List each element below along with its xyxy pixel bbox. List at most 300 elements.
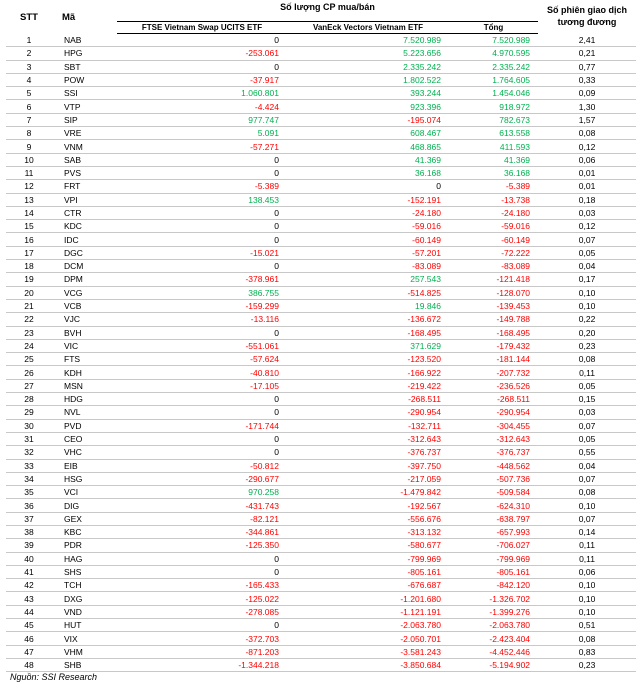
row-stt: 24 xyxy=(6,339,62,352)
row-ticker: POW xyxy=(62,73,117,86)
row-vaneck-qty: -376.737 xyxy=(287,446,449,459)
row-ftse-qty: -125.022 xyxy=(117,592,287,605)
row-ticker: TCH xyxy=(62,579,117,592)
table-row xyxy=(6,206,636,219)
row-total-qty: 1.764.605 xyxy=(449,73,538,86)
header-ma: Mã xyxy=(62,12,76,24)
row-vaneck-qty: -514.825 xyxy=(287,286,449,299)
row-stt: 31 xyxy=(6,432,62,445)
row-sessions: 0,04 xyxy=(538,260,636,273)
row-total-qty: 7.520.989 xyxy=(449,34,538,47)
row-stt: 17 xyxy=(6,246,62,259)
row-stt: 14 xyxy=(6,206,62,219)
table-row xyxy=(6,326,636,339)
row-stt: 48 xyxy=(6,658,62,671)
row-sessions: 0,10 xyxy=(538,605,636,618)
row-sessions: 0,07 xyxy=(538,233,636,246)
row-vaneck-qty: 36.168 xyxy=(287,166,449,179)
row-total-qty: -268.511 xyxy=(449,393,538,406)
row-vaneck-qty: -290.954 xyxy=(287,406,449,419)
row-stt: 35 xyxy=(6,486,62,499)
row-stt: 27 xyxy=(6,379,62,392)
row-stt: 12 xyxy=(6,180,62,193)
row-ticker: PVS xyxy=(62,166,117,179)
row-stt: 10 xyxy=(6,153,62,166)
row-ticker: BVH xyxy=(62,326,117,339)
row-stt: 15 xyxy=(6,220,62,233)
row-total-qty: 1.454.046 xyxy=(449,87,538,100)
row-ftse-qty: -37.917 xyxy=(117,73,287,86)
row-ftse-qty: 0 xyxy=(117,565,287,578)
row-ticker: EIB xyxy=(62,459,117,472)
row-ftse-qty: -378.961 xyxy=(117,273,287,286)
row-sessions: 0,05 xyxy=(538,246,636,259)
row-stt: 8 xyxy=(6,127,62,140)
row-sessions: 0,83 xyxy=(538,645,636,658)
row-ftse-qty: 977.747 xyxy=(117,113,287,126)
row-total-qty: -128.070 xyxy=(449,286,538,299)
row-sessions: 0,08 xyxy=(538,353,636,366)
table-row xyxy=(6,153,636,166)
table-row xyxy=(6,34,636,47)
row-sessions: 0,18 xyxy=(538,193,636,206)
row-ftse-qty: -253.061 xyxy=(117,47,287,60)
table-row xyxy=(6,459,636,472)
row-ftse-qty: 138.453 xyxy=(117,193,287,206)
row-ftse-qty: -17.105 xyxy=(117,379,287,392)
row-vaneck-qty: 2.335.242 xyxy=(287,60,449,73)
row-vaneck-qty: -1.201.680 xyxy=(287,592,449,605)
row-vaneck-qty: -676.687 xyxy=(287,579,449,592)
row-sessions: 0,06 xyxy=(538,565,636,578)
table-row xyxy=(6,499,636,512)
row-ftse-qty: -40.810 xyxy=(117,366,287,379)
table-row xyxy=(6,645,636,658)
row-ticker: SSI xyxy=(62,87,117,100)
row-ticker: HAG xyxy=(62,552,117,565)
row-ticker: CEO xyxy=(62,432,117,445)
row-ticker: IDC xyxy=(62,233,117,246)
row-stt: 36 xyxy=(6,499,62,512)
row-ftse-qty: 0 xyxy=(117,393,287,406)
row-total-qty: -236.526 xyxy=(449,379,538,392)
row-ticker: FRT xyxy=(62,180,117,193)
row-stt: 2 xyxy=(6,47,62,60)
row-total-qty: -638.797 xyxy=(449,512,538,525)
row-stt: 39 xyxy=(6,539,62,552)
row-ticker: KDC xyxy=(62,220,117,233)
row-ticker: CTR xyxy=(62,206,117,219)
row-vaneck-qty: -192.567 xyxy=(287,499,449,512)
row-ftse-qty: 0 xyxy=(117,34,287,47)
row-total-qty: -304.455 xyxy=(449,419,538,432)
row-total-qty: -13.738 xyxy=(449,193,538,206)
row-vaneck-qty: 1.802.522 xyxy=(287,73,449,86)
row-vaneck-qty: -580.677 xyxy=(287,539,449,552)
row-sessions: 2,41 xyxy=(538,34,636,47)
row-stt: 23 xyxy=(6,326,62,339)
row-vaneck-qty: 393.244 xyxy=(287,87,449,100)
row-ticker: VRE xyxy=(62,127,117,140)
row-total-qty: 2.335.242 xyxy=(449,60,538,73)
table-row xyxy=(6,486,636,499)
row-total-qty: -290.954 xyxy=(449,406,538,419)
table-row xyxy=(6,273,636,286)
table-row xyxy=(6,512,636,525)
row-ticker: SIP xyxy=(62,113,117,126)
row-stt: 41 xyxy=(6,565,62,578)
row-total-qty: -72.222 xyxy=(449,246,538,259)
row-sessions: 0,11 xyxy=(538,366,636,379)
row-ticker: KBC xyxy=(62,525,117,538)
row-ftse-qty: 0 xyxy=(117,166,287,179)
row-vaneck-qty: 0 xyxy=(287,180,449,193)
row-ftse-qty: -290.677 xyxy=(117,472,287,485)
row-total-qty: -24.180 xyxy=(449,206,538,219)
row-stt: 3 xyxy=(6,60,62,73)
row-ticker: VTP xyxy=(62,100,117,113)
etf-trade-table xyxy=(6,0,636,672)
row-total-qty: 918.972 xyxy=(449,100,538,113)
row-total-qty: -59.016 xyxy=(449,220,538,233)
row-vaneck-qty: 468.865 xyxy=(287,140,449,153)
table-row xyxy=(6,100,636,113)
row-ftse-qty: -278.085 xyxy=(117,605,287,618)
row-stt: 32 xyxy=(6,446,62,459)
row-sessions: 0,10 xyxy=(538,299,636,312)
row-ticker: PVD xyxy=(62,419,117,432)
table-row xyxy=(6,632,636,645)
row-total-qty: -448.562 xyxy=(449,459,538,472)
row-total-qty: 782.673 xyxy=(449,113,538,126)
row-vaneck-qty: 257.543 xyxy=(287,273,449,286)
row-vaneck-qty: -799.969 xyxy=(287,552,449,565)
row-ticker: SAB xyxy=(62,153,117,166)
table-row xyxy=(6,379,636,392)
row-vaneck-qty: -60.149 xyxy=(287,233,449,246)
row-total-qty: -83.089 xyxy=(449,260,538,273)
row-ftse-qty: 0 xyxy=(117,552,287,565)
row-sessions: 0,08 xyxy=(538,632,636,645)
row-ticker: DCM xyxy=(62,260,117,273)
table-row xyxy=(6,286,636,299)
row-vaneck-qty: -1.479.842 xyxy=(287,486,449,499)
row-stt: 5 xyxy=(6,87,62,100)
row-ftse-qty: 0 xyxy=(117,153,287,166)
row-sessions: 0,12 xyxy=(538,220,636,233)
table-row xyxy=(6,432,636,445)
row-stt: 20 xyxy=(6,286,62,299)
row-vaneck-qty: -2.063.780 xyxy=(287,619,449,632)
row-total-qty: -149.788 xyxy=(449,313,538,326)
row-total-qty: -312.643 xyxy=(449,432,538,445)
table-row xyxy=(6,446,636,459)
table-row xyxy=(6,619,636,632)
row-stt: 19 xyxy=(6,273,62,286)
table-row xyxy=(6,552,636,565)
row-sessions: 0,05 xyxy=(538,379,636,392)
row-ftse-qty: 0 xyxy=(117,233,287,246)
table-row xyxy=(6,313,636,326)
row-vaneck-qty: 7.520.989 xyxy=(287,34,449,47)
table-row xyxy=(6,658,636,671)
row-ticker: VNM xyxy=(62,140,117,153)
table-row xyxy=(6,166,636,179)
row-vaneck-qty: 923.396 xyxy=(287,100,449,113)
row-sessions: 0,09 xyxy=(538,87,636,100)
row-total-qty: -805.161 xyxy=(449,565,538,578)
row-ftse-qty: 0 xyxy=(117,326,287,339)
row-stt: 6 xyxy=(6,100,62,113)
row-stt: 46 xyxy=(6,632,62,645)
row-stt: 18 xyxy=(6,260,62,273)
table-row xyxy=(6,233,636,246)
row-total-qty: -657.993 xyxy=(449,525,538,538)
table-row xyxy=(6,220,636,233)
row-sessions: 1,57 xyxy=(538,113,636,126)
row-sessions: 0,23 xyxy=(538,658,636,671)
row-vaneck-qty: -313.132 xyxy=(287,525,449,538)
row-ticker: VIC xyxy=(62,339,117,352)
row-ticker: VPI xyxy=(62,193,117,206)
table-row xyxy=(6,605,636,618)
row-vaneck-qty: -217.059 xyxy=(287,472,449,485)
row-ticker: HSG xyxy=(62,472,117,485)
row-total-qty: 613.558 xyxy=(449,127,538,140)
table-row xyxy=(6,47,636,60)
table-row xyxy=(6,565,636,578)
row-sessions: 0,10 xyxy=(538,592,636,605)
row-ftse-qty: 0 xyxy=(117,619,287,632)
row-stt: 42 xyxy=(6,579,62,592)
table-row xyxy=(6,539,636,552)
row-vaneck-qty: -57.201 xyxy=(287,246,449,259)
row-stt: 16 xyxy=(6,233,62,246)
row-total-qty: -799.969 xyxy=(449,552,538,565)
row-sessions: 0,04 xyxy=(538,459,636,472)
row-vaneck-qty: -83.089 xyxy=(287,260,449,273)
row-ticker: SHS xyxy=(62,565,117,578)
row-stt: 26 xyxy=(6,366,62,379)
row-ftse-qty: 5.091 xyxy=(117,127,287,140)
row-ticker: VIX xyxy=(62,632,117,645)
row-vaneck-qty: -3.581.243 xyxy=(287,645,449,658)
row-vaneck-qty: 5.223.656 xyxy=(287,47,449,60)
table-row xyxy=(6,339,636,352)
row-ftse-qty: 0 xyxy=(117,260,287,273)
row-vaneck-qty: -397.750 xyxy=(287,459,449,472)
row-sessions: 0,11 xyxy=(538,539,636,552)
row-sessions: 0,55 xyxy=(538,446,636,459)
row-vaneck-qty: 41.369 xyxy=(287,153,449,166)
row-total-qty: -60.149 xyxy=(449,233,538,246)
row-stt: 40 xyxy=(6,552,62,565)
row-stt: 7 xyxy=(6,113,62,126)
row-sessions: 0,08 xyxy=(538,127,636,140)
row-ftse-qty: 0 xyxy=(117,60,287,73)
row-ticker: KDH xyxy=(62,366,117,379)
row-stt: 37 xyxy=(6,512,62,525)
header-tong: Tổng xyxy=(449,22,538,34)
row-ftse-qty: -4.424 xyxy=(117,100,287,113)
row-ftse-qty: 0 xyxy=(117,432,287,445)
row-ftse-qty: 970.258 xyxy=(117,486,287,499)
row-stt: 1 xyxy=(6,34,62,47)
row-total-qty: -181.144 xyxy=(449,353,538,366)
table-row xyxy=(6,393,636,406)
row-ftse-qty: 0 xyxy=(117,446,287,459)
row-sessions: 0,08 xyxy=(538,486,636,499)
row-ftse-qty: -165.433 xyxy=(117,579,287,592)
row-ftse-qty: -551.061 xyxy=(117,339,287,352)
row-ticker: DGC xyxy=(62,246,117,259)
row-sessions: 0,20 xyxy=(538,326,636,339)
row-ftse-qty: -1.344.218 xyxy=(117,658,287,671)
row-sessions: 0,12 xyxy=(538,140,636,153)
row-ticker: HUT xyxy=(62,619,117,632)
row-ticker: MSN xyxy=(62,379,117,392)
row-vaneck-qty: -59.016 xyxy=(287,220,449,233)
row-sessions: 0,07 xyxy=(538,472,636,485)
table-row xyxy=(6,246,636,259)
row-stt: 33 xyxy=(6,459,62,472)
row-ticker: VHM xyxy=(62,645,117,658)
row-sessions: 1,30 xyxy=(538,100,636,113)
row-ticker: VHC xyxy=(62,446,117,459)
row-total-qty: 4.970.595 xyxy=(449,47,538,60)
row-stt: 45 xyxy=(6,619,62,632)
row-stt: 28 xyxy=(6,393,62,406)
row-vaneck-qty: -136.672 xyxy=(287,313,449,326)
row-total-qty: -376.737 xyxy=(449,446,538,459)
row-stt: 38 xyxy=(6,525,62,538)
row-sessions: 0,06 xyxy=(538,153,636,166)
row-ticker: SBT xyxy=(62,60,117,73)
row-sessions: 0,77 xyxy=(538,60,636,73)
table-row xyxy=(6,525,636,538)
row-ticker: NVL xyxy=(62,406,117,419)
row-sessions: 0,21 xyxy=(538,47,636,60)
row-stt: 44 xyxy=(6,605,62,618)
row-vaneck-qty: -166.922 xyxy=(287,366,449,379)
row-ftse-qty: -82.121 xyxy=(117,512,287,525)
row-sessions: 0,23 xyxy=(538,339,636,352)
row-stt: 43 xyxy=(6,592,62,605)
table-row xyxy=(6,353,636,366)
row-sessions: 0,10 xyxy=(538,499,636,512)
row-vaneck-qty: 608.467 xyxy=(287,127,449,140)
table-row xyxy=(6,193,636,206)
row-ftse-qty: -13.116 xyxy=(117,313,287,326)
row-total-qty: -507.736 xyxy=(449,472,538,485)
row-sessions: 0,51 xyxy=(538,619,636,632)
row-ftse-qty: -15.021 xyxy=(117,246,287,259)
row-sessions: 0,03 xyxy=(538,406,636,419)
row-total-qty: -207.732 xyxy=(449,366,538,379)
row-sessions: 0,05 xyxy=(538,432,636,445)
row-sessions: 0,07 xyxy=(538,419,636,432)
row-total-qty: -121.418 xyxy=(449,273,538,286)
row-vaneck-qty: -312.643 xyxy=(287,432,449,445)
row-ticker: DXG xyxy=(62,592,117,605)
row-ftse-qty: -372.703 xyxy=(117,632,287,645)
row-vaneck-qty: -219.422 xyxy=(287,379,449,392)
row-total-qty: -168.495 xyxy=(449,326,538,339)
row-vaneck-qty: -3.850.684 xyxy=(287,658,449,671)
row-stt: 34 xyxy=(6,472,62,485)
row-vaneck-qty: -132.711 xyxy=(287,419,449,432)
source-note: Nguồn: SSI Research xyxy=(10,672,98,682)
row-sessions: 0,01 xyxy=(538,166,636,179)
row-stt: 13 xyxy=(6,193,62,206)
table-row xyxy=(6,127,636,140)
row-vaneck-qty: -268.511 xyxy=(287,393,449,406)
row-ftse-qty: -57.624 xyxy=(117,353,287,366)
row-vaneck-qty: -123.520 xyxy=(287,353,449,366)
row-sessions: 0,07 xyxy=(538,512,636,525)
row-stt: 21 xyxy=(6,299,62,312)
row-ticker: PDR xyxy=(62,539,117,552)
header-stt: STT xyxy=(20,12,38,24)
row-vaneck-qty: 19.846 xyxy=(287,299,449,312)
row-vaneck-qty: 371.629 xyxy=(287,339,449,352)
row-ftse-qty: 386.755 xyxy=(117,286,287,299)
row-total-qty: -624.310 xyxy=(449,499,538,512)
table-row xyxy=(6,60,636,73)
row-total-qty: -1.399.276 xyxy=(449,605,538,618)
row-ftse-qty: 0 xyxy=(117,206,287,219)
row-sessions: 0,15 xyxy=(538,393,636,406)
row-ftse-qty: -57.271 xyxy=(117,140,287,153)
row-total-qty: 36.168 xyxy=(449,166,538,179)
row-ftse-qty: -5.389 xyxy=(117,180,287,193)
header-group-title: Số lượng CP mua/bán xyxy=(117,0,538,22)
row-sessions: 0,10 xyxy=(538,286,636,299)
row-stt: 9 xyxy=(6,140,62,153)
row-ticker: VND xyxy=(62,605,117,618)
row-ftse-qty: -171.744 xyxy=(117,419,287,432)
table-row xyxy=(6,472,636,485)
row-vaneck-qty: -168.495 xyxy=(287,326,449,339)
row-total-qty: -1.326.702 xyxy=(449,592,538,605)
row-ftse-qty: 0 xyxy=(117,406,287,419)
table-row xyxy=(6,299,636,312)
row-ticker: VCG xyxy=(62,286,117,299)
header-phien: Số phiên giao dịch tương đương xyxy=(547,5,628,27)
row-total-qty: -2.063.780 xyxy=(449,619,538,632)
row-ftse-qty: -50.812 xyxy=(117,459,287,472)
row-total-qty: 41.369 xyxy=(449,153,538,166)
row-vaneck-qty: -1.121.191 xyxy=(287,605,449,618)
table-body xyxy=(6,34,636,672)
row-total-qty: -706.027 xyxy=(449,539,538,552)
row-stt: 11 xyxy=(6,166,62,179)
row-ftse-qty: 1.060.801 xyxy=(117,87,287,100)
table-row xyxy=(6,579,636,592)
row-ticker: SHB xyxy=(62,658,117,671)
row-ticker: VJC xyxy=(62,313,117,326)
row-vaneck-qty: -152.191 xyxy=(287,193,449,206)
row-ticker: GEX xyxy=(62,512,117,525)
table-row xyxy=(6,113,636,126)
row-stt: 22 xyxy=(6,313,62,326)
row-total-qty: -842.120 xyxy=(449,579,538,592)
table-row xyxy=(6,140,636,153)
row-sessions: 0,03 xyxy=(538,206,636,219)
row-stt: 25 xyxy=(6,353,62,366)
row-total-qty: -4.452.446 xyxy=(449,645,538,658)
row-stt: 30 xyxy=(6,419,62,432)
